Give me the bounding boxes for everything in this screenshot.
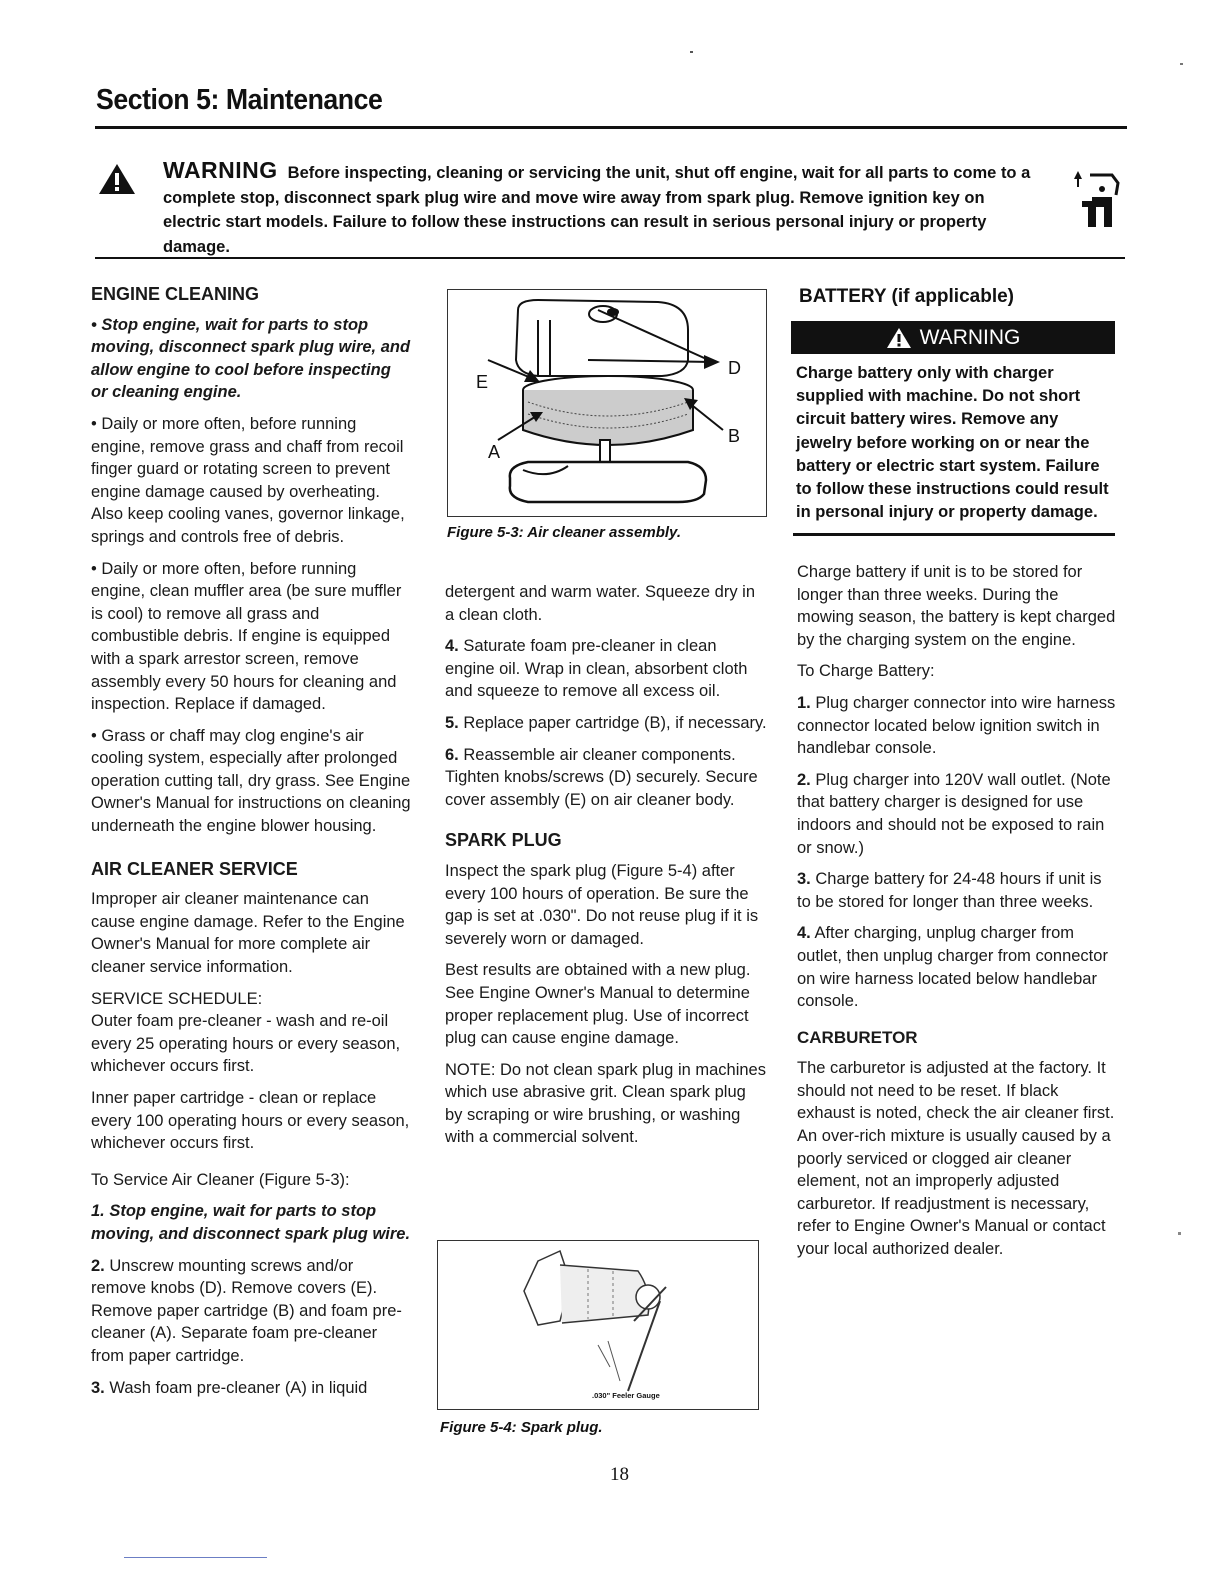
person-unplug-icon bbox=[1072, 167, 1122, 229]
spark-plug-heading: SPARK PLUG bbox=[445, 830, 562, 851]
battery-step-2 bbox=[797, 769, 1117, 859]
carburetor-heading: CARBURETOR bbox=[797, 1027, 918, 1047]
title-rule bbox=[95, 126, 1127, 129]
to-service-air-cleaner: To Service Air Cleaner (Figure 5-3): bbox=[91, 1170, 350, 1189]
air-cleaner-intro: Improper air cleaner maintenance can cause engine damage. Refer to the Engine Owner's Manual for more complete air cleaner service information. bbox=[91, 890, 405, 977]
battery-warning-label: WARNING bbox=[919, 325, 1021, 349]
engine-cleaning-heading: ENGINE CLEANING bbox=[91, 284, 260, 304]
label-d: D bbox=[728, 358, 741, 378]
step-text: Plug charger connector into wire harness connector located below ignition switch in handlebar console. bbox=[797, 693, 1116, 758]
page-number: 18 bbox=[610, 1464, 629, 1485]
step-text: After charging, unplug charger from outlet, then unplug charger from connector on wire harness located below handlebar console. bbox=[797, 924, 1108, 1011]
spark-plug-diagram bbox=[438, 1241, 758, 1409]
air-cleaner-figure bbox=[447, 289, 767, 517]
step-number: 4. bbox=[445, 637, 459, 656]
spark-plug-column bbox=[445, 581, 767, 1158]
warning-block bbox=[163, 158, 1033, 259]
spark-plug-best-results: Best results are obtained with a new plug. See Engine Owner's Manual to determine proper replacement plug. Use of incorrect plug can cause engine damage. bbox=[445, 961, 751, 1048]
warning-triangle-icon bbox=[97, 162, 137, 196]
step-number: 6. bbox=[445, 745, 459, 764]
battery-column bbox=[797, 561, 1117, 1270]
speck bbox=[690, 51, 693, 53]
page-title: Section 5: Maintenance bbox=[96, 84, 383, 116]
warning-triangle-icon bbox=[886, 327, 912, 349]
engine-cleaning-bullet: • Grass or chaff may clog engine's air cooling system, especially after prolonged operation cutting tall, dry grass. See Engine Owner's Manual for instructions on cleaning underneath the engine blower housing. bbox=[91, 726, 411, 836]
figure-caption: Figure 5-4: Spark plug. bbox=[440, 1419, 603, 1436]
battery-step-3 bbox=[797, 868, 1117, 913]
battery-heading: BATTERY (if applicable) bbox=[799, 286, 1015, 307]
step-number: 3. bbox=[91, 1378, 105, 1397]
battery-warning-rule bbox=[793, 533, 1115, 536]
spark-plug-note: NOTE: Do not clean spark plug in machines which use abrasive grit. Clean spark plug by scraping or wire brushing, or washing with a commercial solvent. bbox=[445, 1060, 766, 1147]
air-cleaner-step-2 bbox=[91, 1255, 411, 1368]
step-number: 2. bbox=[91, 1256, 105, 1275]
air-cleaner-diagram bbox=[448, 290, 766, 516]
outer-foam-schedule: Outer foam pre-cleaner - wash and re-oil every 25 operating hours or every season, whichever occurs first. bbox=[91, 1012, 401, 1076]
air-cleaner-step-6 bbox=[445, 744, 767, 812]
figure-caption: Figure 5-3: Air cleaner assembly. bbox=[447, 524, 681, 541]
air-cleaner-step-4 bbox=[445, 635, 767, 703]
label-b: B bbox=[728, 426, 741, 446]
air-cleaner-step-1: 1. Stop engine, wait for parts to stop moving, and disconnect spark plug wire. bbox=[91, 1202, 411, 1243]
step-number: 3. bbox=[797, 870, 811, 889]
battery-warning-bar bbox=[791, 321, 1115, 354]
label-a: A bbox=[488, 442, 501, 462]
engine-cleaning-warning-bullet: • Stop engine, wait for parts to stop moving, disconnect spark plug wire, and allow engine to cool before inspecting or cleaning engine. bbox=[91, 315, 411, 402]
step-text: Unscrew mounting screws and/or remove knobs (D). Remove covers (E). Remove paper cartridge (B) and foam pre-cleaner (A). Separate foam pre-cleaner from paper cartridge. bbox=[91, 1256, 402, 1365]
air-cleaner-step-3-continued: detergent and warm water. Squeeze dry in a clean cloth. bbox=[445, 583, 756, 624]
service-schedule-label: SERVICE SCHEDULE: bbox=[91, 989, 263, 1008]
step-number: 4. bbox=[797, 924, 811, 943]
step-text: Reassemble air cleaner components. Tighten knobs/screws (D) securely. Secure cover assembly (E) on air cleaner body. bbox=[445, 745, 758, 809]
to-charge-battery: To Charge Battery: bbox=[797, 662, 935, 681]
speck bbox=[1178, 1232, 1181, 1235]
battery-warning-text: Charge battery only with charger supplied with machine. Do not short circuit battery wires. Remove any jewelry before working on or near the battery or electric start system. Failure to follow these instructions could result in personal injury or property damage. bbox=[796, 364, 1109, 522]
step-number: 2. bbox=[797, 770, 811, 789]
battery-step-1 bbox=[797, 692, 1117, 760]
inner-paper-schedule: Inner paper cartridge - clean or replace every 100 operating hours or every season, whichever occurs first. bbox=[91, 1089, 410, 1153]
air-cleaner-step-3 bbox=[91, 1377, 411, 1400]
step-text: Plug charger into 120V wall outlet. (Note that battery charger is designed for use indoors and should not be exposed to rain or snow.) bbox=[797, 770, 1111, 857]
carburetor-text: The carburetor is adjusted at the factory. It should not need to be reset. If black exhaust is noted, check the air cleaner first. An over-rich mixture is usually caused by a poorly serviced or clogged air cleaner element, not an improperly adjusted carburetor. If readjustment is necessary, refer to Engine Owner's Manual or contact your local authorized dealer. bbox=[797, 1059, 1115, 1259]
engine-cleaning-bullet: • Daily or more often, before running engine, remove grass and chaff from recoil finger guard or rotating screen to prevent engine damage caused by overheating. Also keep cooling vanes, governor linkage, springs and controls free of debris. bbox=[91, 414, 405, 546]
step-text: Saturate foam pre-cleaner in clean engine oil. Wrap in clean, absorbent cloth and squeeze to remove all excess oil. bbox=[445, 637, 748, 701]
step-number: 1. bbox=[797, 693, 811, 712]
air-cleaner-heading: AIR CLEANER SERVICE bbox=[91, 858, 298, 879]
step-text: Charge battery for 24-48 hours if unit is to be stored for longer than three weeks. bbox=[797, 870, 1102, 911]
speck bbox=[1180, 63, 1183, 65]
warning-rule bbox=[95, 257, 1125, 259]
step-text: Wash foam pre-cleaner (A) in liquid bbox=[109, 1378, 368, 1397]
spark-plug-figure bbox=[437, 1240, 759, 1410]
feeler-gauge-label: .030" Feeler Gauge bbox=[592, 1391, 660, 1400]
warning-text: Before inspecting, cleaning or servicing the unit, shut off engine, wait for all parts to come to a complete stop, disconnect spark plug wire and move wire away from spark plug. Remove ignition key on electric start models. Failure to follow these instructions can result in serious personal injury or property damage. bbox=[163, 164, 1031, 256]
engine-cleaning-column bbox=[91, 283, 411, 1408]
footer-line bbox=[124, 1557, 267, 1558]
battery-intro: Charge battery if unit is to be stored for longer than three weeks. During the mowing season, the battery is kept charged by the charging system on the engine. bbox=[797, 563, 1116, 649]
battery-step-4 bbox=[797, 922, 1117, 1012]
step-number: 5. bbox=[445, 713, 459, 732]
engine-cleaning-bullet: • Daily or more often, before running engine, clean muffler area (be sure muffler is cool) to remove all grass and combustible debris. If engine is equipped with a spark arrestor screen, remove assembly every 50 hours for cleaning and inspection. Replace if damaged. bbox=[91, 559, 402, 714]
spark-plug-inspect: Inspect the spark plug (Figure 5-4) after every 100 hours of operation. Be sure the gap is set at .030". Do not reuse plug if it is severely worn or damaged. bbox=[445, 861, 759, 948]
step-text: Replace paper cartridge (B), if necessary. bbox=[463, 713, 767, 732]
label-e: E bbox=[476, 372, 489, 392]
warning-word: WARNING bbox=[163, 157, 278, 183]
air-cleaner-step-5 bbox=[445, 712, 767, 735]
